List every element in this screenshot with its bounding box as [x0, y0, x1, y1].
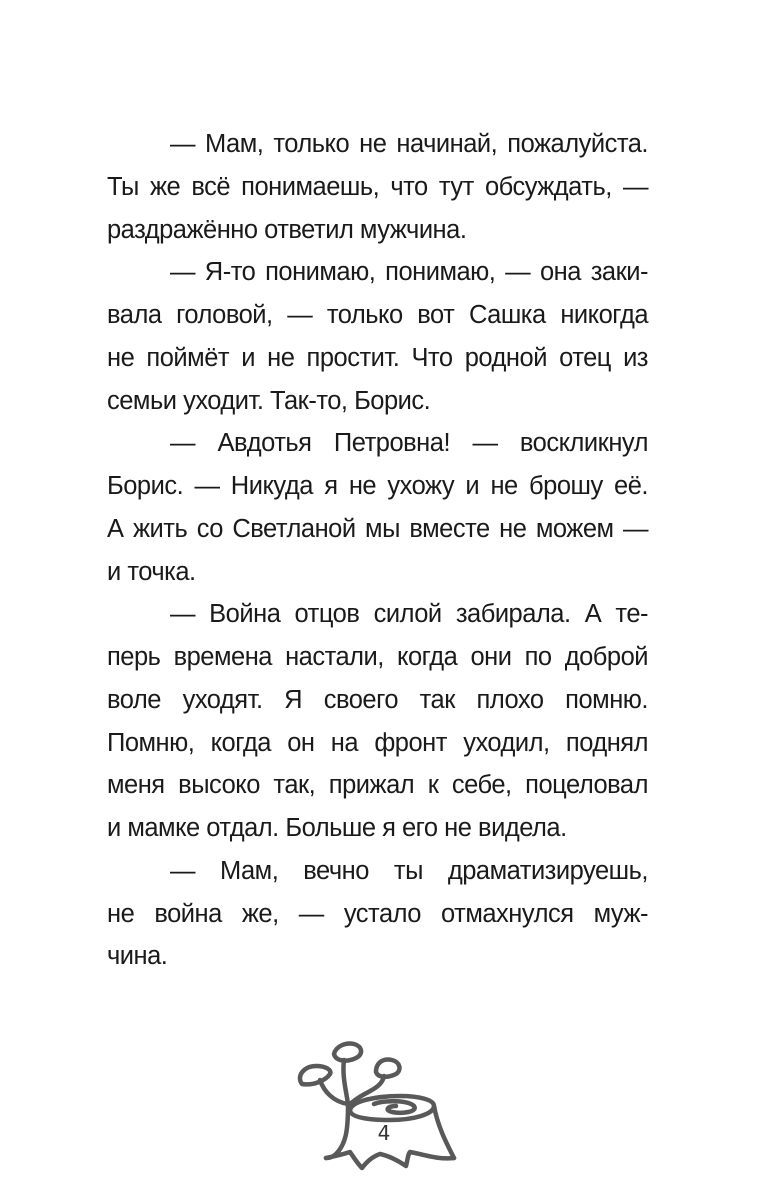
text-line: Ты же всё понимаешь, что тут обсуждать, — [107, 172, 648, 201]
text-line: Помню, когда он на фронт уходил, поднял [107, 728, 648, 757]
text-line: раздражённо ответил мужчина. [107, 215, 467, 244]
text-line: не поймёт и не простит. Что родной отец из [107, 343, 648, 372]
page-number: 4 [377, 1121, 391, 1145]
text-line: Борис. — Никуда я не ухожу и не брошу её. [107, 472, 648, 500]
text-line: семьи уходит. Так-то, Борис. [107, 386, 431, 415]
text-line: — Я-то понимаю, понимаю, — она заки- [170, 258, 648, 287]
text-line: перь времена настали, когда они по доброй [107, 643, 648, 671]
text-line: воле уходят. Я своего так плохо помню. [107, 685, 648, 714]
text-line: вала головой, — только вот Сашка никогда [107, 301, 648, 329]
text-line: — Война отцов силой забирала. А те- [170, 600, 648, 629]
tree-stump-with-mushrooms-icon [290, 1040, 460, 1175]
text-line: и точка. [107, 557, 196, 586]
text-line: — Авдотья Петровна! — воскликнул [170, 429, 648, 458]
text-line: и мамке отдал. Больше я его не видела. [107, 814, 567, 842]
text-line: А жить со Светланой мы вместе не можем — [107, 514, 648, 543]
text-line: не война же, — устало отмахнулся муж- [107, 899, 648, 928]
body-text [107, 123, 648, 978]
text-line: — Мам, только не начинай, пожалуйста. [170, 130, 648, 158]
text-line: меня высоко так, прижал к себе, поцеловал [107, 771, 648, 800]
text-line: чина. [107, 942, 168, 971]
text-line: — Мам, вечно ты драматизируешь, [170, 856, 648, 885]
